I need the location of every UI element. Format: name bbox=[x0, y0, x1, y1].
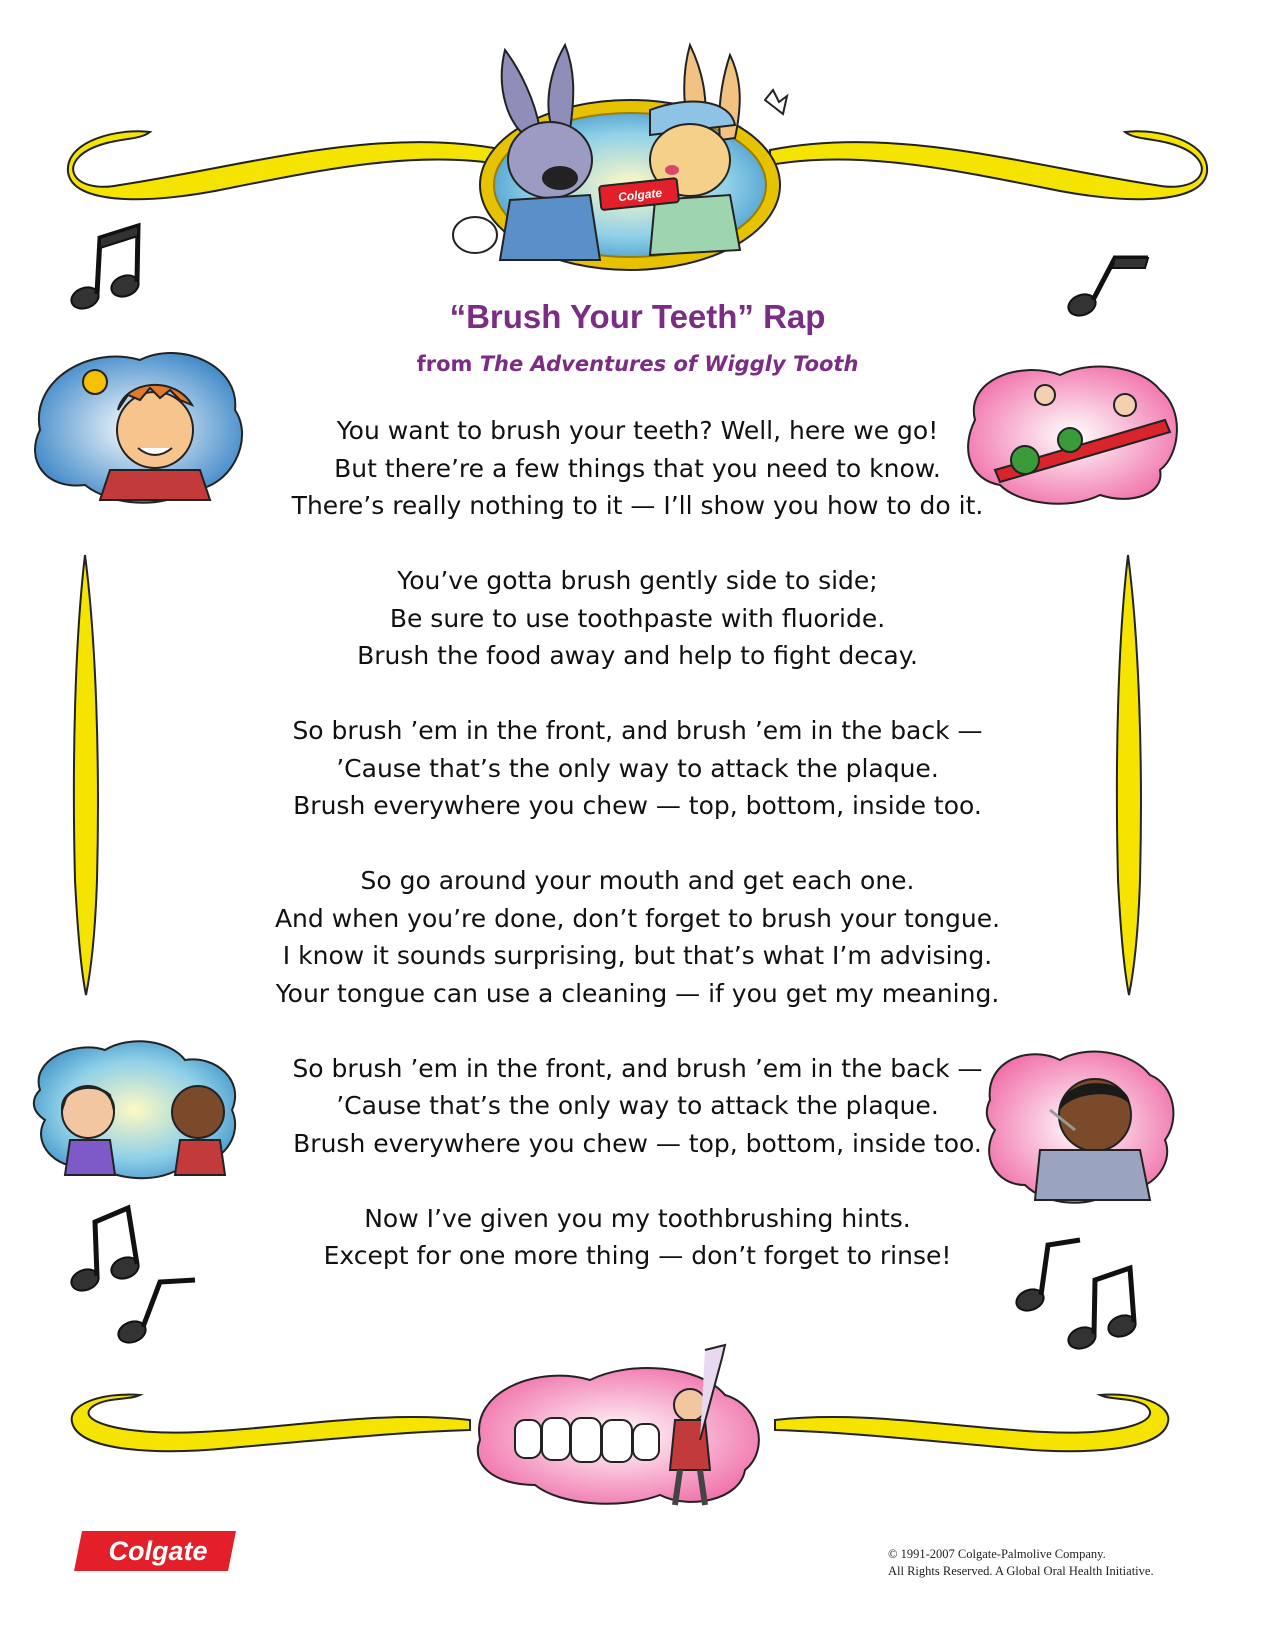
stanza-3 bbox=[200, 712, 1075, 825]
lyric-line: Brush everywhere you chew — top, bottom, inside too. bbox=[293, 791, 982, 820]
right-side-flourish bbox=[1117, 555, 1141, 995]
bottom-right-flourish bbox=[775, 1395, 1168, 1452]
top-rabbits-illustration bbox=[453, 45, 787, 270]
bottom-teeth-illustration bbox=[478, 1345, 759, 1505]
stanza-4 bbox=[200, 862, 1075, 1012]
stanza-6 bbox=[200, 1200, 1075, 1275]
stanza-1 bbox=[200, 412, 1075, 525]
lyric-line: So brush ’em in the front, and brush ’em in the back — bbox=[292, 716, 983, 745]
top-right-flourish bbox=[770, 131, 1207, 199]
subtitle-prefix: from bbox=[416, 352, 473, 376]
subtitle-book-title: The Adventures of Wiggly Tooth bbox=[479, 352, 859, 376]
lyric-line: So go around your mouth and get each one. bbox=[360, 866, 915, 895]
tube-label: Colgate bbox=[617, 185, 663, 205]
colgate-logo-text: Colgate bbox=[108, 1536, 208, 1566]
lyric-line: You’ve gotta brush gently side to side; bbox=[397, 566, 878, 595]
lyric-line: So brush ’em in the front, and brush ’em in the back — bbox=[292, 1053, 983, 1083]
page-subtitle bbox=[0, 352, 1275, 376]
bottom-left-flourish bbox=[72, 1395, 470, 1452]
copyright-line-2: All Rights Reserved. A Global Oral Health Initiative. bbox=[888, 1564, 1154, 1578]
lyric-line: Except for one more thing — don’t forget to rinse! bbox=[323, 1241, 952, 1270]
page-title: “Brush Your Teeth” Rap bbox=[449, 298, 826, 335]
stanza-2 bbox=[200, 562, 1075, 675]
copyright-notice bbox=[888, 1546, 1248, 1580]
lyric-line: There’s really nothing to it — I’ll show you how to do it. bbox=[291, 491, 984, 520]
lyric-line: I know it sounds surprising, but that’s what I’m advising. bbox=[282, 941, 993, 970]
lyric-line: Brush everywhere you chew — top, bottom, inside too. bbox=[293, 1128, 982, 1158]
copyright-line-1: © 1991-2007 Colgate-Palmolive Company. bbox=[888, 1547, 1106, 1561]
lyric-line: And when you’re done, don’t forget to brush your tongue. bbox=[274, 903, 1001, 933]
lyric-line: ’Cause that’s the only way to attack the plaque. bbox=[336, 753, 939, 783]
lyric-line: You want to brush your teeth? Well, here we go! bbox=[336, 416, 939, 445]
lyric-line: Your tongue can use a cleaning — if you get my meaning. bbox=[275, 978, 1000, 1008]
lyric-line: But there’re a few things that you need to know. bbox=[334, 453, 941, 483]
music-note-bottom-left bbox=[68, 1208, 195, 1346]
stanza-5 bbox=[200, 1050, 1075, 1163]
lyric-line: Be sure to use toothpaste with fluoride. bbox=[389, 603, 886, 633]
left-side-flourish bbox=[74, 555, 98, 995]
lyric-line: ’Cause that’s the only way to attack the plaque. bbox=[336, 1091, 939, 1120]
lyric-line: Brush the food away and help to fight decay. bbox=[357, 641, 918, 670]
top-left-flourish bbox=[68, 131, 505, 199]
colgate-logo bbox=[78, 1531, 238, 1571]
rap-lyrics bbox=[200, 412, 1075, 1312]
lyric-line: Now I’ve given you my toothbrushing hints. bbox=[364, 1203, 911, 1233]
